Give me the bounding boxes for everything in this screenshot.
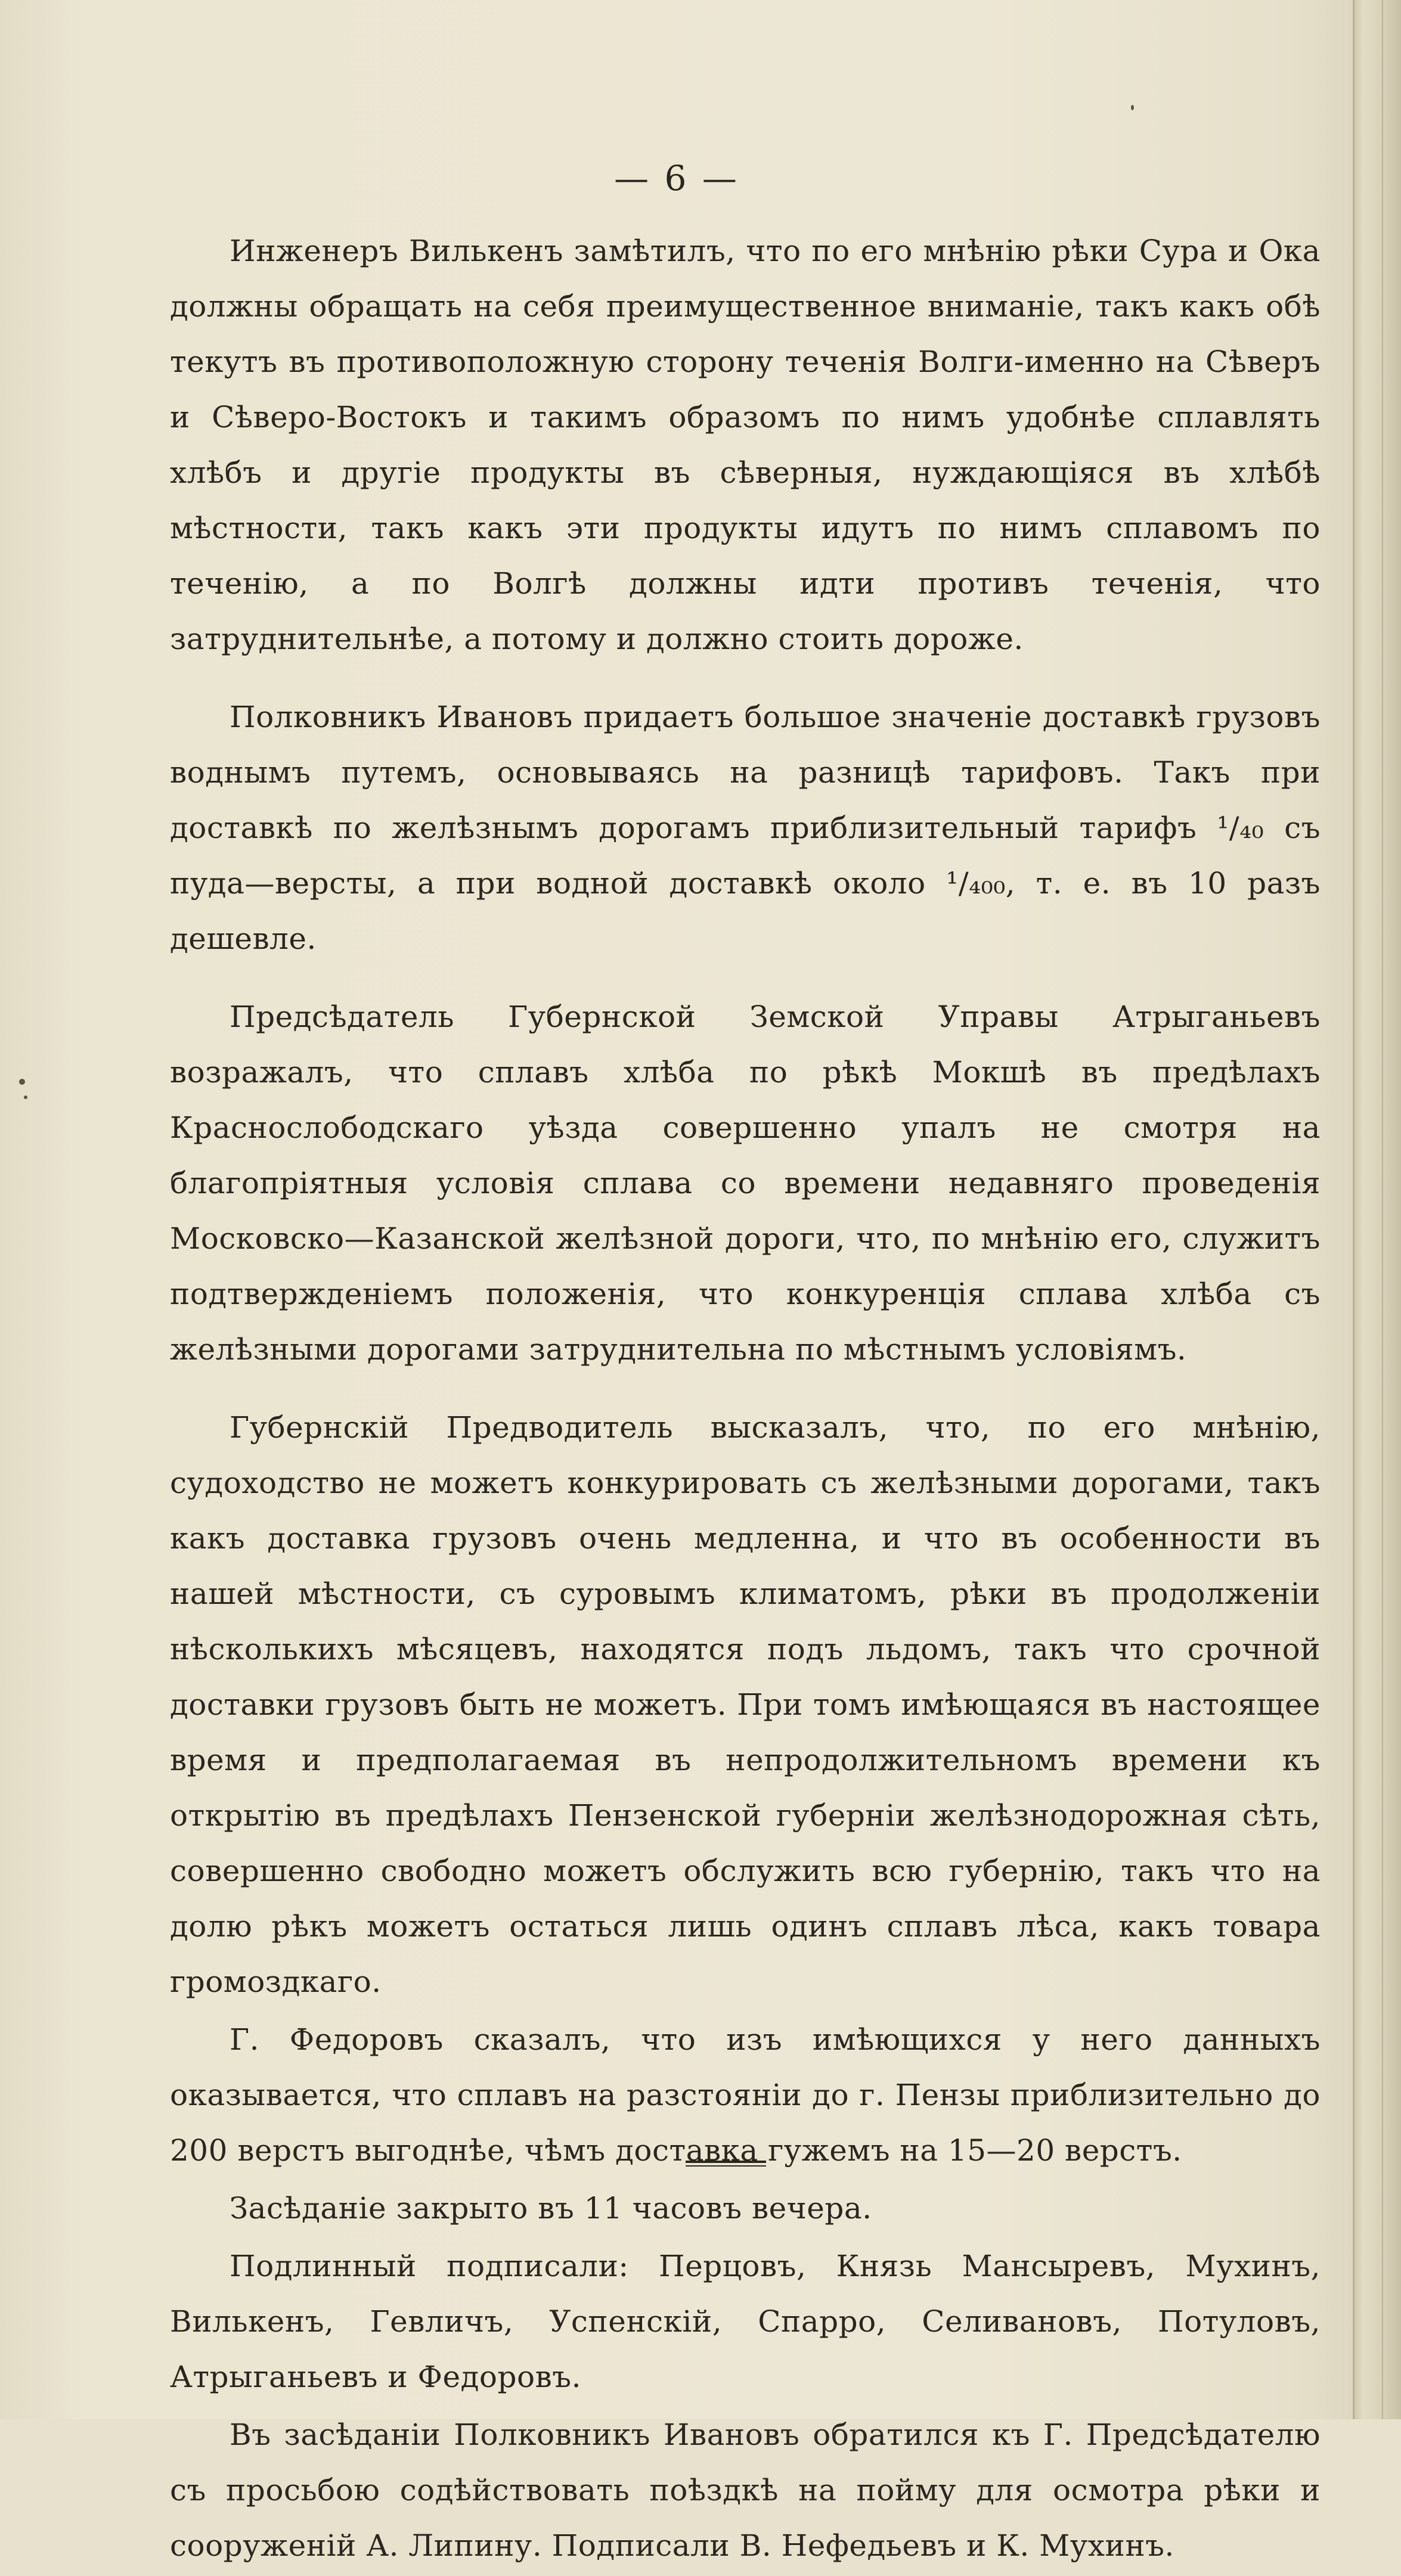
paragraph-ivanov: Полковникъ Ивановъ придаетъ большое значеніе доставкѣ грузовъ воднымъ путемъ, основываясь на разницѣ тарифовъ. Такъ при доставкѣ по желѣзнымъ дорогамъ приблизительный тарифъ ¹/₄₀ съ пуда—версты, а при водной доставкѣ около ¹/₄₀₀, т. е. въ 10 разъ дешевле.	[170, 700, 1321, 956]
page-edge-line	[1382, 0, 1383, 2419]
paper-speck	[1131, 105, 1134, 110]
paragraph-signatures: Подлинный подписали: Перцовъ, Князь Мансыревъ, Мухинъ, Вилькенъ, Гевличъ, Успенскій, Спарро, Селивановъ, Потуловъ, Атрыганьевъ и Федоровъ.	[170, 2249, 1321, 2394]
paper-speck	[24, 1095, 27, 1099]
paragraph-closing: Засѣданіе закрыто въ 11 часовъ вечера.	[230, 2191, 872, 2226]
paragraph-vilken: Инженеръ Вилькенъ замѣтилъ, что по его мнѣнію рѣки Сура и Ока должны обращать на себя преимущественное вниманіе, такъ какъ обѣ текутъ въ противоположную сторону теченія Волги-именно на Сѣверъ и Сѣверо-Востокъ и такимъ образомъ по нимъ удобнѣе сплавлять хлѣбъ и другіе продукты въ сѣверныя, нуждающіяся въ хлѣбѣ мѣстности, такъ какъ эти продукты идутъ по нимъ сплавомъ по теченію, а по Волгѣ должны идти противъ теченія, что затруднительнѣе, а потому и должно стоить дороже.	[170, 234, 1321, 656]
closing-rule	[686, 2161, 766, 2167]
page-number: — 6 —	[614, 158, 739, 198]
page-edge	[1353, 0, 1401, 2419]
paper-speck	[19, 1079, 25, 1085]
body-text	[170, 224, 1321, 2576]
paragraph-atryganev: Предсѣдатель Губернской Земской Управы Атрыганьевъ возражалъ, что сплавъ хлѣба по рѣкѣ Мокшѣ въ предѣлахъ Краснослободскаго уѣзда совершенно упалъ не смотря на благопріятныя условія сплава со времени недавняго проведенія Московско—Казанской желѣзной дороги, что, по мнѣнію его, служитъ подтвержденіемъ положенія, что конкуренція сплава хлѣба съ желѣзными дорогами затруднительна по мѣстнымъ условіямъ.	[170, 1000, 1321, 1367]
paragraph-postscript: Въ засѣданіи Полковникъ Ивановъ обратился къ Г. Предсѣдателю съ просьбою содѣйствовать поѣздкѣ на пойму для осмотра рѣки и сооруженій А. Липину. Подписали В. Нефедьевъ и К. Мухинъ.	[170, 2417, 1321, 2563]
paragraph-predvoditel: Губернскій Предводитель высказалъ, что, по его мнѣнію, судоходство не можетъ конкурировать съ желѣзными дорогами, такъ какъ доставка грузовъ очень медленна, и что въ особенности въ нашей мѣстности, съ суровымъ климатомъ, рѣки въ продолженіи нѣсколькихъ мѣсяцевъ, находятся подъ льдомъ, такъ что срочной доставки грузовъ быть не можетъ. При томъ имѣющаяся въ настоящее время и предполагаемая въ непродолжительномъ времени къ открытію въ предѣлахъ Пензенской губерніи желѣзнодорожная сѣть, совершенно свободно можетъ обслужить всю губернію, такъ что на долю рѣкъ можетъ остаться лишь одинъ сплавъ лѣса, какъ товара громоздкаго.	[170, 1410, 1321, 1999]
paragraph-fedorov: Г. Федоровъ сказалъ, что изъ имѣющихся у него данныхъ оказывается, что сплавъ на разстояніи до г. Пензы приблизительно до 200 верстъ выгоднѣе, чѣмъ доставка гужемъ на 15—20 верстъ.	[170, 2022, 1321, 2168]
